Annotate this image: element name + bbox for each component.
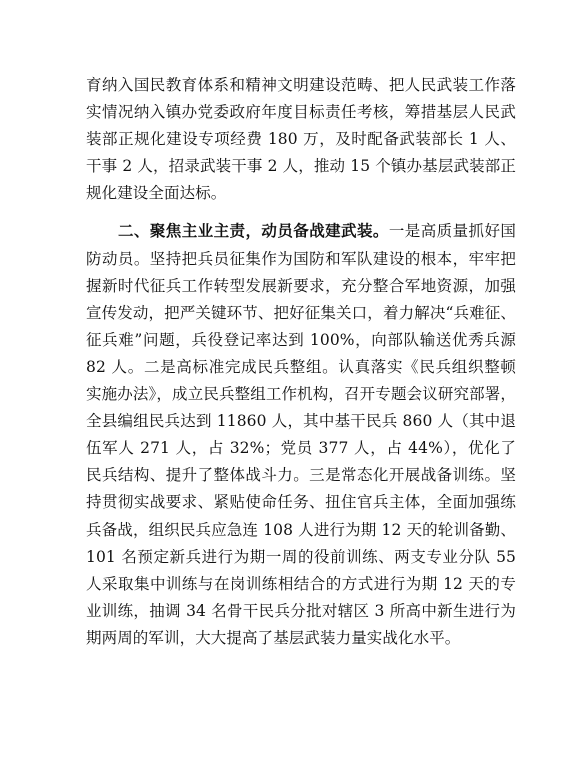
paragraph-2-text: 一是高质量抓好国防动员。坚持把兵员征集作为国防和军队建设的根本，牢牢把握新时代征兵工作转型发展新要求，充分整合军地资源，加强宣传发动，把严关键环节、把好征集关口，着力解决“兵难征、征兵难”问题，兵役登记率达到 100%，向部队输送优秀兵源 82 人。二是高标准完成民兵整组。认真落实《民兵组织整顿实施办法》，成立民兵整组工作机构，召开专题会议研究部署，全县编组民兵达到 11860 人，其中基干民兵 860 人（其中退伍军人 271 人，占 32%；党员 377 人，占 44%），优化了民兵结构、提升了整体战斗力。三是常态化开展战备训练。坚持贯彻实战要求、紧贴使命任务、扭住官兵主体，全面加强练兵备战，组织民兵应急连 108 人进行为期 12 天的轮训备勤、101 名预定新兵进行为期一周的役前训练、两支专业分队 55 人采取集中训练与在岗训练相结合的方式进行为期 12 天的专业训练，抽调 34 名骨干民兵分批对辖区 3 所高中新生进行为期两周的军训，大大提高了基层武装力量实战化水平。: [86, 222, 516, 647]
paragraph-1-text: 育纳入国民教育体系和精神文明建设范畴、把人民武装工作落实情况纳入镇办党委政府年度目标责任考核，筹措基层人民武装部正规化建设专项经费 180 万，及时配备武装部长 1 人、干事 2 人，招录武装干事 2 人，推动 15 个镇办基层武装部正规化建设全面达标。: [86, 76, 516, 203]
document-body: [86, 72, 516, 652]
section-heading: 二、聚焦主业主责，动员备战建武装。: [118, 221, 389, 241]
paragraph-2: [86, 217, 516, 652]
paragraph-1: [86, 72, 516, 207]
